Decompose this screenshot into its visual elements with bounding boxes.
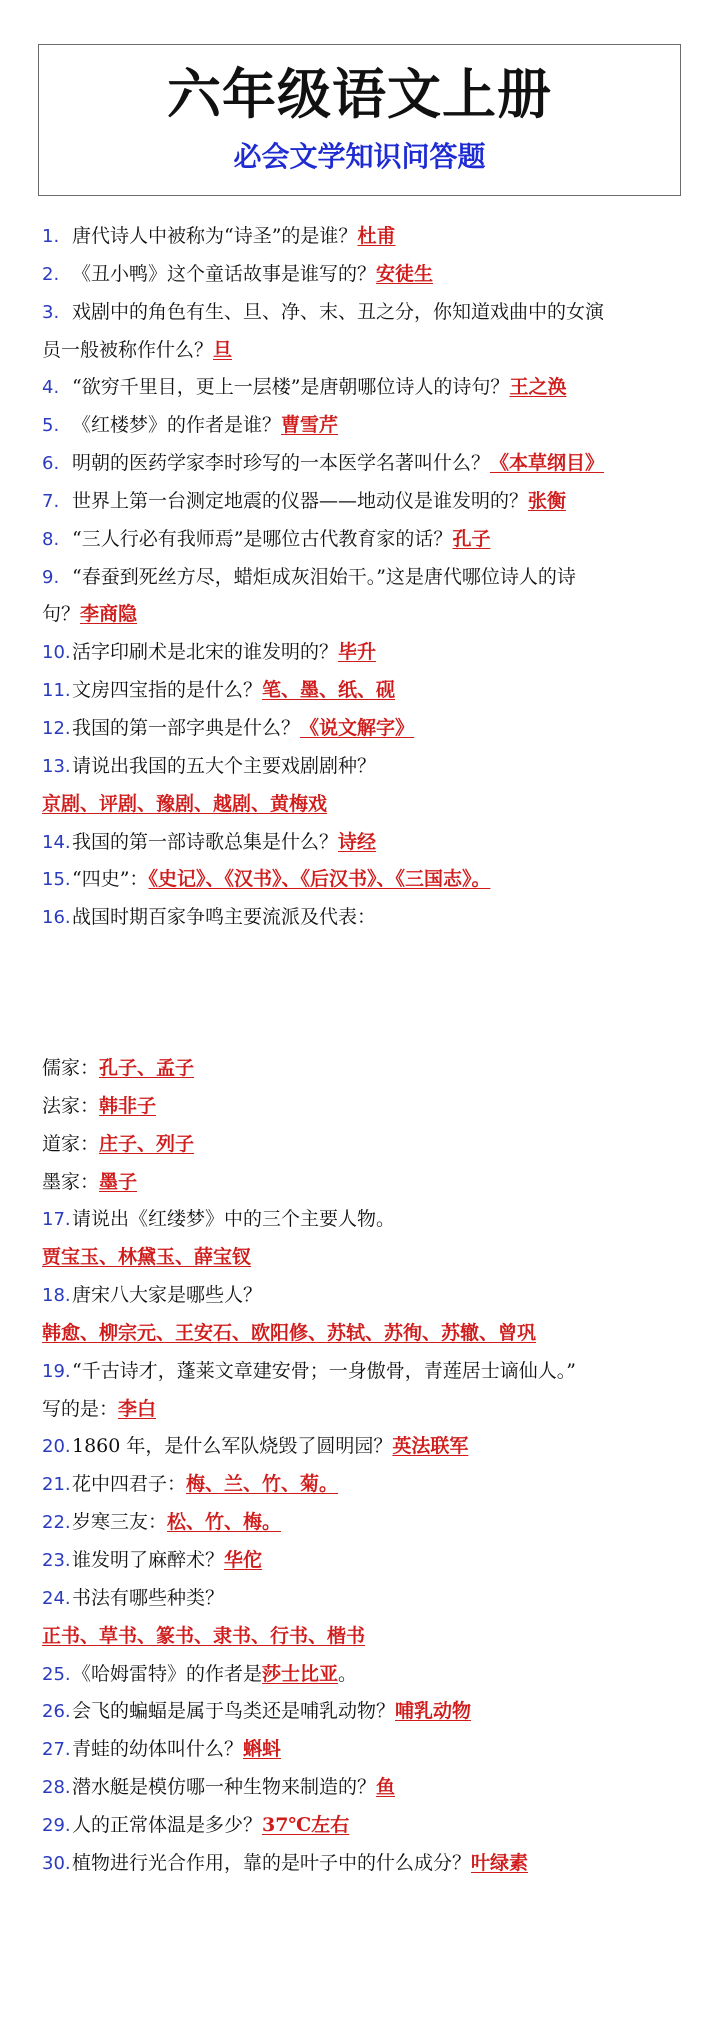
item-number: 14. xyxy=(42,831,71,853)
question-text: 青蛙的幼体叫什么？ xyxy=(72,1738,244,1761)
list-item xyxy=(42,521,692,559)
question-text: 《丑小鸭》这个童话故事是谁写的？ xyxy=(72,262,377,285)
question-text: 花中四君子： xyxy=(72,1473,187,1496)
list-item xyxy=(42,710,692,748)
item-number: 18. xyxy=(42,1285,71,1307)
answer-text: 孔子、孟子 xyxy=(99,1057,195,1080)
question-text: 唐宋八大家是哪些人？ xyxy=(72,1284,263,1307)
item-number: 4. xyxy=(42,377,60,399)
list-item xyxy=(42,1769,692,1807)
question-text: 植物进行光合作用，靠的是叶子中的什么成分？ xyxy=(72,1851,472,1874)
question-text: “四史”： xyxy=(72,868,149,891)
list-item-continued xyxy=(42,1315,692,1353)
item-number: 2. xyxy=(42,263,60,285)
school-item xyxy=(42,1050,692,1088)
school-item xyxy=(42,1164,692,1202)
question-text: 谁发明了麻醉术？ xyxy=(72,1549,225,1571)
list-item xyxy=(42,1504,692,1542)
question-text: 战国时期百家争鸣主要流派及代表： xyxy=(72,906,377,929)
question-text: 写的是： xyxy=(42,1397,119,1420)
school-item xyxy=(42,1088,692,1126)
answer-text: 旦 xyxy=(213,338,233,361)
header-box xyxy=(38,44,681,196)
item-number: 8. xyxy=(42,528,60,550)
school-label: 法家： xyxy=(42,1094,100,1117)
question-tail: 。 xyxy=(338,1662,358,1685)
question-text: 岁寒三友： xyxy=(72,1511,168,1534)
answer-text: 韩非子 xyxy=(99,1094,157,1117)
answer-text: 曹雪芹 xyxy=(281,414,339,437)
answer-text: 京剧、评剧、豫剧、越剧、黄梅戏 xyxy=(42,792,328,815)
item-number: 24. xyxy=(42,1587,71,1609)
list-item xyxy=(42,824,692,862)
answer-text: 英法联军 xyxy=(392,1435,469,1458)
list-item xyxy=(42,672,692,710)
item-number: 11. xyxy=(42,680,71,702)
list-item xyxy=(42,1845,692,1883)
answer-text: 庄子、列子 xyxy=(99,1132,195,1155)
question-text: 潜水艇是模仿哪一种生物来制造的？ xyxy=(72,1776,377,1799)
list-item xyxy=(42,559,692,597)
list-item xyxy=(42,899,692,937)
item-number: 13. xyxy=(42,755,71,777)
answer-text: 哺乳动物 xyxy=(395,1700,472,1723)
question-text: 《红楼梦》的作者是谁？ xyxy=(72,414,282,437)
question-text: 请说出我国的五大个主要戏剧剧种？ xyxy=(72,754,377,777)
item-number: 21. xyxy=(42,1474,71,1496)
list-item xyxy=(42,1277,692,1315)
question-text: 句？ xyxy=(42,603,81,626)
list-item xyxy=(42,369,692,407)
item-number: 10. xyxy=(42,642,71,664)
question-text: “三人行必有我师焉”是哪位古代教育家的话？ xyxy=(72,527,453,550)
school-label: 墨家： xyxy=(42,1170,100,1193)
school-label: 道家： xyxy=(42,1132,100,1155)
item-number: 7. xyxy=(42,490,60,512)
item-number: 19. xyxy=(42,1360,71,1382)
item-number: 16. xyxy=(42,907,71,929)
answer-text: 王之涣 xyxy=(509,376,567,399)
school-label: 儒家： xyxy=(42,1057,100,1080)
list-item xyxy=(42,1466,692,1504)
answer-text: 毕升 xyxy=(338,641,377,664)
list-item xyxy=(42,748,692,786)
answer-text: 蝌蚪 xyxy=(243,1738,282,1761)
list-item xyxy=(42,634,692,672)
item-number: 12. xyxy=(42,717,71,739)
list-item-continued xyxy=(42,1391,692,1429)
question-text: 我国的第一部诗歌总集是什么？ xyxy=(72,830,339,853)
answer-text: 叶绿素 xyxy=(471,1851,529,1874)
item-number: 15. xyxy=(42,869,71,891)
answer-text: 正书、草书、篆书、隶书、行书、楷书 xyxy=(42,1624,366,1647)
item-number: 25. xyxy=(42,1663,71,1685)
school-item xyxy=(42,1126,692,1164)
list-item xyxy=(42,1201,692,1239)
question-text: 活字印刷术是北宋的谁发明的？ xyxy=(72,641,339,664)
list-item-continued xyxy=(42,1239,692,1277)
list-item-continued xyxy=(42,332,692,370)
list-item xyxy=(42,445,692,483)
item-number: 9. xyxy=(42,566,60,588)
answer-text: 贾宝玉、林黛玉、薛宝钗 xyxy=(42,1246,252,1269)
question-text: 文房四宝指的是什么？ xyxy=(72,679,263,702)
answer-text: 华佗 xyxy=(224,1549,263,1571)
item-number: 5. xyxy=(42,415,60,437)
question-text: 会飞的蝙蝠是属于鸟类还是哺乳动物？ xyxy=(72,1700,396,1723)
answer-text: 鱼 xyxy=(376,1776,396,1799)
item-number: 30. xyxy=(42,1852,71,1874)
list-item xyxy=(42,256,692,294)
list-item xyxy=(42,294,692,332)
blank-space xyxy=(42,937,692,1050)
answer-text: 梅、兰、竹、菊。 xyxy=(186,1473,339,1496)
answer-text: 孔子 xyxy=(452,527,491,550)
item-number: 27. xyxy=(42,1739,71,1761)
page-subtitle: 必会文学知识问答题 xyxy=(233,140,486,173)
list-item-continued xyxy=(42,786,692,824)
answer-text: 笔、墨、纸、砚 xyxy=(262,679,396,702)
qa-list xyxy=(42,218,692,1883)
answer-text: 莎士比亚 xyxy=(262,1662,339,1685)
list-item-continued xyxy=(42,1618,692,1656)
list-item xyxy=(42,1428,692,1466)
question-text: 戏剧中的角色有生、旦、净、末、丑之分，你知道戏曲中的女演 xyxy=(72,300,605,323)
list-item xyxy=(42,1731,692,1769)
list-item xyxy=(42,1580,692,1618)
answer-text: 杜甫 xyxy=(357,225,396,247)
page-title: 六年级语文上册 xyxy=(167,63,552,126)
list-item-continued xyxy=(42,596,692,634)
question-text: 我国的第一部字典是什么？ xyxy=(72,716,301,739)
answer-text: 《本草纲目》 xyxy=(490,452,605,475)
item-number: 6. xyxy=(42,453,60,475)
answer-text: 李白 xyxy=(118,1397,157,1420)
question-text: 人的正常体温是多少？ xyxy=(72,1813,263,1836)
answer-text: 《史记》、《汉书》、《后汉书》、《三国志》。 xyxy=(148,868,491,891)
list-item xyxy=(42,1656,692,1694)
question-text: “欲穷千里目，更上一层楼”是唐朝哪位诗人的诗句？ xyxy=(72,376,510,399)
answer-text: 松、竹、梅。 xyxy=(167,1511,282,1534)
question-text: “春蚕到死丝方尽，蜡炬成灰泪始干。”这是唐代哪位诗人的诗 xyxy=(72,565,576,588)
answer-text: 李商隐 xyxy=(80,603,138,626)
question-text: 书法有哪些种类？ xyxy=(72,1586,225,1609)
item-number: 3. xyxy=(42,301,60,323)
item-number: 22. xyxy=(42,1512,71,1534)
question-text: 明朝的医药学家李时珍写的一本医学名著叫什么？ xyxy=(72,452,491,475)
answer-text: 安徒生 xyxy=(376,262,434,285)
answer-text: 《说文解字》 xyxy=(300,716,415,739)
list-item xyxy=(42,407,692,445)
answer-text: 张衡 xyxy=(528,489,567,512)
item-number: 23. xyxy=(42,1550,71,1571)
answer-text: 墨子 xyxy=(99,1170,138,1193)
question-text: 请说出《红缕梦》中的三个主要人物。 xyxy=(72,1208,396,1231)
question-text: 世界上第一台测定地震的仪器——地动仪是谁发明的？ xyxy=(72,489,529,512)
question-text: 1860 年，是什么军队烧毁了圆明园？ xyxy=(72,1435,393,1458)
item-number: 29. xyxy=(42,1814,71,1836)
answer-text: 37℃左右 xyxy=(262,1813,350,1836)
question-text: 《哈姆雷特》的作者是 xyxy=(72,1662,263,1685)
answer-text: 韩愈、柳宗元、王安石、欧阳修、苏轼、苏徇、苏辙、曾巩 xyxy=(42,1321,537,1344)
question-text: 唐代诗人中被称为“诗圣”的是谁？ xyxy=(72,225,358,247)
item-number: 20. xyxy=(42,1436,71,1458)
item-number: 26. xyxy=(42,1701,71,1723)
list-item xyxy=(42,1542,692,1580)
item-number: 17. xyxy=(42,1209,71,1231)
answer-text: 诗经 xyxy=(338,830,377,853)
item-number: 1. xyxy=(42,226,60,247)
list-item xyxy=(42,861,692,899)
list-item xyxy=(42,218,692,256)
list-item xyxy=(42,1693,692,1731)
item-number: 28. xyxy=(42,1777,71,1799)
list-item xyxy=(42,1353,692,1391)
question-text: 员一般被称作什么？ xyxy=(42,338,214,361)
question-text: “千古诗才，蓬莱文章建安骨；一身傲骨，青莲居士谪仙人。” xyxy=(72,1359,576,1382)
list-item xyxy=(42,483,692,521)
list-item xyxy=(42,1807,692,1845)
